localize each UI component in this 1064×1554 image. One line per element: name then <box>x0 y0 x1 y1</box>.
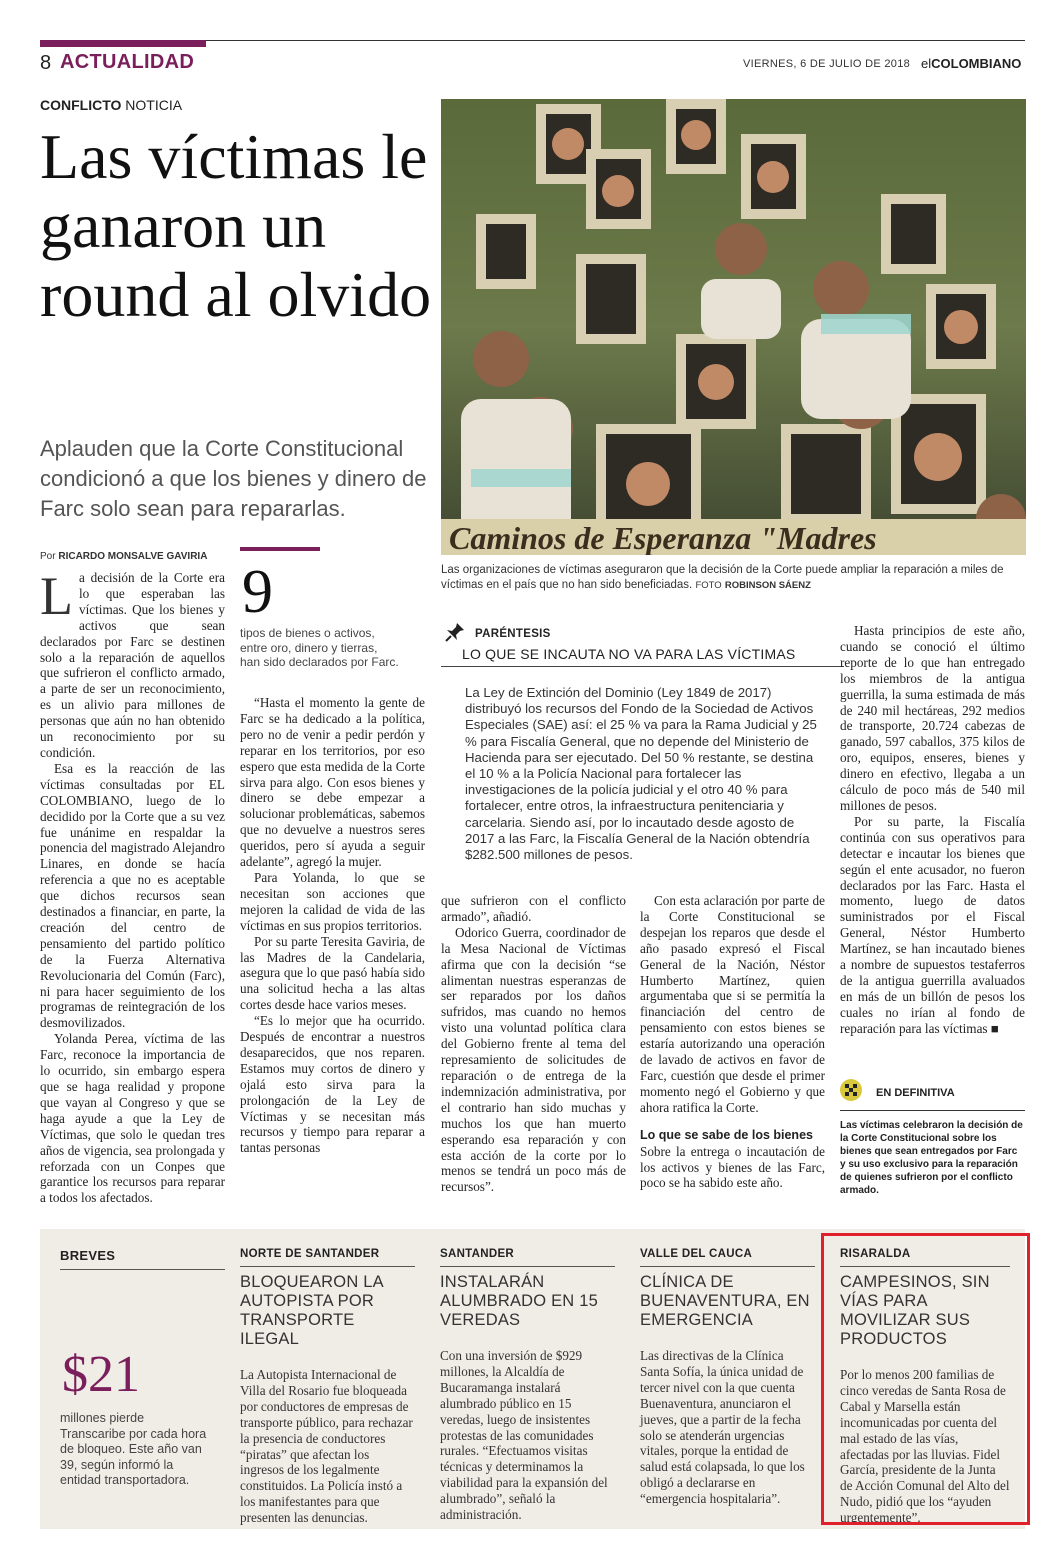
brief-region: NORTE DE SANTANDER <box>240 1248 415 1267</box>
caption-text: Las organizaciones de víctimas aseguraron que la decisión de la Corte puede ampliar la reparación a miles de víctimas en el país que no han sido beneficiadas. <box>441 564 1004 591</box>
drop-cap: L <box>40 566 73 626</box>
paragraph <box>40 566 225 761</box>
paragraph: Por su parte Teresita Gaviria, de las Madres de la Candelaria, asegura que lo que pasó había sido una solicitud hecha a las altas cortes desde hace varios meses. <box>240 933 425 1013</box>
kicker-topic: CONFLICTO <box>40 97 122 113</box>
paragraph: “Es lo mejor que ha ocurrido. Después de encontrar a nuestros desaparecidos, que nos reparen. Estamos muy cortos de dinero y ojalá esto sirva para la prolongación de la Ley de Víctimas y se necesitan más recursos y tiempo para reparar a tantas personas <box>240 1013 425 1156</box>
pin-icon <box>444 621 466 648</box>
stat-description: tipos de bienes o activos, entre oro, dinero y tierras, han sido declarados por Farc. <box>240 626 399 669</box>
paragraph: Yolanda Perea, víctima de las Farc, reconoce la importancia de lo ocurrido, sin embargo espera que se haga realidad y propone que vayan al Congreso y que se haga ayude a que la Ley de Víctimas, que solo le quedan tres años de vigencia, sea prolongada y reforzada con un Conpes que garantice los recursos para reparar a todos los afectados. <box>40 1031 225 1206</box>
brief-text: La Autopista Internacional de Villa del Rosario fue bloqueada por conductores de empresas de transporte público, para rechazar la presencia de conductores “piratas” que afectan los ingresos de los legalmente constituidos. La Policía instó a los manifestantes para que presenten las denuncias. <box>240 1367 413 1526</box>
subsection-title: Lo que se sabe de los bienes <box>640 1127 813 1142</box>
en-definitiva-text: Las víctimas celebraron la decisión de la Corte Constitucional sobre los bienes que sean entregados por Farc y su uso exclusivo para la reparación de quienes sufrieron por el conflicto armado. <box>840 1110 1025 1197</box>
caption-credit: ROBINSON SÁENZ <box>724 580 811 591</box>
byline-name: RICARDO MONSALVE GAVIRIA <box>58 551 208 562</box>
paragraph: Por su parte, la Fiscalía continúa con sus operativos para detectar e incautar los bienes que según el ente acusador, no fueron declarados por las Farc. Hasta el momento, luego de datos suministrados por el Fiscal General, Néstor Humberto Martínez, se han incautado bienes a nombre de supuestos testaferros de la antigua guerrilla avaluados en más de un billón de pesos los cuales no irían al fondo de reparación para las víctimas ■ <box>840 813 1025 1036</box>
paragraph: Sobre la entrega o incautación de los activos y bienes de las Farc, poco se ha sabido este año. <box>640 1143 825 1191</box>
article-subhead: Aplauden que la Corte Constitucional condicionó a que los bienes y dinero de Farc solo sean para repararlas. <box>40 436 427 521</box>
breves-amount: $21 <box>62 1346 140 1403</box>
paragraph: Para Yolanda, lo que se necesitan son acciones que mejoren la calidad de vida de las víctimas en sus propios territorios. <box>240 869 425 933</box>
byline-prefix: Por <box>40 551 56 562</box>
paragraph: que sufrieron con el conflicto armado”, añadió. <box>441 893 626 924</box>
breves-label: BREVES <box>60 1248 225 1270</box>
brief-item <box>240 1248 415 1526</box>
article-column-1 <box>40 566 225 1206</box>
article-photo <box>441 99 1026 555</box>
brief-region: RISARALDA <box>840 1248 1010 1267</box>
paragraph-text: a decisión de la Corte era lo que esperaban las víctimas. Que los bienes y activos que sean declarados por Farc se destinen solo a la reparación de aquellos que sufrieron el conflicto armado, a parte de ser un reconocimiento, es un alivio para millones de personas que aún no han obtenido un reconocimiento por su condición. <box>40 570 225 760</box>
article-column-5 <box>840 623 1025 1037</box>
kicker-type: NOTICIA <box>125 97 183 113</box>
breves-header <box>60 1248 225 1270</box>
paragraph: Odorico Guerra, coordinador de la Mesa Nacional de Víctimas afirma que con la decisión “se alimentan nuestras esperanzas de ser reparados por los daños sufridos, mas cuando no hemos visto una voluntad política clara del Gobierno frente al tema del represamiento de solicitudes de reparación o de entrega de la indemnización administrativa, por el contrario han sido muchas y muchos los que han muerto esperando esa reparación y con esta acción de la corte por lo menos se tendrá un poco más de recursos”. <box>441 924 626 1195</box>
photo-banner-text: Caminos de Esperanza "Madres <box>449 520 877 555</box>
brief-title: CLÍNICA DE BUENAVENTURA, EN EMERGENCIA <box>640 1273 810 1329</box>
brief-item <box>640 1248 815 1507</box>
article-kicker <box>40 97 182 113</box>
en-definitiva-label: EN DEFINITIVA <box>876 1087 955 1099</box>
article-headline: Las víctimas le ganaron un round al olvido <box>40 121 432 330</box>
parentesis-label: PARÉNTESIS <box>475 628 551 640</box>
page-number: 8 <box>40 52 52 74</box>
breves-amount-description: millones pierde Transcaribe por cada hora de bloqueo. Este año van 39, según informó la entidad transportadora. <box>60 1411 207 1487</box>
paragraph: “Hasta el momento la gente de Farc se ha dedicado a la política, pero no de venir a pedir perdón y reparar en los territorios, por eso espero que esta medida de la Corte sirva para algo. Con esos bienes y dinero se debe empezar a solucionar problemáticas, sabemos que no devuelve a nuestros seres queridos, pero sí ayuda a seguir adelante”, agregó la mujer. <box>240 695 425 870</box>
brief-region: VALLE DEL CAUCA <box>640 1248 815 1267</box>
highlight-box <box>821 1233 1030 1525</box>
cross-grid-icon <box>840 1079 862 1106</box>
brand-name: COLOMBIANO <box>931 56 1022 71</box>
paragraph: Hasta principios de este año, cuando se conoció el último reporte de lo que han entregado los miembros de la antigua guerrilla, la suma estimada de más de 240 mil hectáreas, 292 medios de transporte, 20.724 cabezas de ganado, 597 caballos, 375 kilos de oro, equipos, enseres, bienes y dinero en efectivo, llegaba a un cálculo de poco más de 540 mil millones de pesos. <box>840 623 1025 813</box>
article-column-2 <box>240 695 425 1156</box>
stat-number: 9 <box>242 558 273 626</box>
article-column-3 <box>441 893 626 1195</box>
parentesis-body: La Ley de Extinción del Dominio (Ley 1849 de 2017) distribuyó los recursos del Fondo de la Sociedad de Activos Especiales (SAE) así: el 25 % va para la Rama Judicial y 25 % para Fiscalía General, que no depende del Ministerio de Hacienda para ser ejecutado. Del 50 % restante, se destina el 10 % a la Policía Nacional para fortalecer las investigaciones de la policía judicial y el otro 40 % para fortalecer, entre otros, la infraestructura penitenciaria y carcelaria. Siendo así, por lo incautado desde agosto de 2017 a las Farc, la Fiscalía General de la Nación obtendría $282.500 millones de pesos. <box>465 685 817 863</box>
brief-region: SANTANDER <box>440 1248 615 1267</box>
caption-credit-label: FOTO <box>695 580 722 591</box>
brief-text: Con una inversión de $929 millones, la Alcaldía de Bucaramanga instalará alumbrado público en 15 veredas, luego de insistentes protestas de las comunidades rurales. “Efectuamos visitas técnicas y determinamos la viabilidad para la expansión del alumbrado”, señaló la administración. <box>440 1348 608 1523</box>
paragraph: Con esta aclaración por parte de la Corte Constitucional se despejan los reparos que desde el año pasado expresó el Fiscal General de la Nación, Néstor Humberto Martínez, quien argumentaba que si se permitía la financiación del centro de pensamiento con estos bienes se estaría autorizando una operación de lavado de activos en favor de Farc, cuestión que desde el primer momento negó el Gobierno y que ahora ratifica la Corte. <box>640 893 825 1115</box>
brand-logo <box>921 56 1021 71</box>
crowd-photo-illustration <box>441 99 1026 555</box>
photo-caption <box>441 563 1026 593</box>
brief-item <box>440 1248 615 1523</box>
issue-date: VIERNES, 6 DE JULIO DE 2018 <box>743 58 911 70</box>
brief-title: CAMPESINOS, SIN VÍAS PARA MOVILIZAR SUS PRODUCTOS <box>840 1273 990 1348</box>
stat-accent-bar <box>240 547 320 551</box>
brief-text: Por lo menos 200 familias de cinco veredas de Santa Rosa de Cabal y Marsella están incomunicadas por cuenta del mal estado de las vías, afectadas por las lluvias. Fidel García, presidente de la Junta de Acción Comunal del Alto del Nudo, pidió que los “ayuden urgentemente”. <box>840 1367 1010 1526</box>
brief-title: BLOQUEARON LA AUTOPISTA POR TRANSPORTE ILEGAL <box>240 1273 383 1348</box>
parentesis-title: LO QUE SE INCAUTA NO VA PARA LAS VÍCTIMAS <box>441 646 844 667</box>
brief-title: INSTALARÁN ALUMBRADO EN 15 VEREDAS <box>440 1273 598 1329</box>
byline <box>40 551 207 562</box>
brand-prefix: el <box>921 56 932 71</box>
paragraph: Esa es la reacción de las víctimas consultadas por EL COLOMBIANO, luego de lo decidido por la Corte que a su vez fue unánime en respaldar la ponencia del magistrado Alejandro Linares, en donde se hacía referencia a que no es aceptable que dichos recursos sean destinados a financiar, en parte, la creación del centro de pensamiento del partido político de la Fuerza Alternativa Revolucionaria del Común (Farc), ni para hacer seguimiento de los programas de reintegración de los desmovilizados. <box>40 760 225 1031</box>
article-column-4 <box>640 893 825 1191</box>
section-title: ACTUALIDAD <box>60 51 195 73</box>
brief-text: Las directivas de la Clínica Santa Sofía, la única unidad de tercer nivel con la que cuenta Buenaventura, anunciaron el jueves, que a partir de la fecha solo se atenderán urgencias vitales, porque la entidad de salud está colapsada, lo que los obligó a declararse en “emergencia hospitalaria”. <box>640 1348 805 1507</box>
section-accent-bar <box>40 40 206 47</box>
